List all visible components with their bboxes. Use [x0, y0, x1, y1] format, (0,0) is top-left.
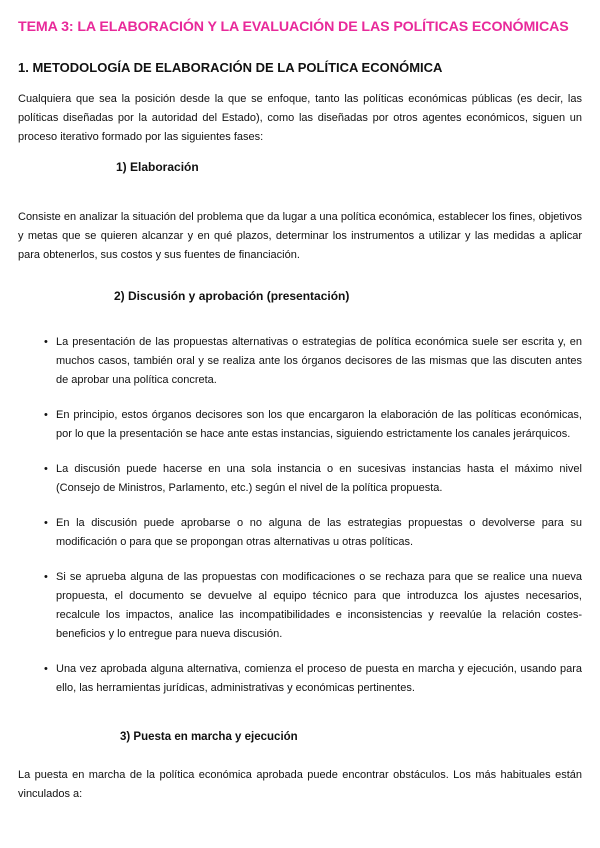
list-item: • Una vez aprobada alguna alternativa, comienza el proceso de puesta en marcha y ejecución, usando para ello, las herramientas jurídicas, administrativas y económicas pertinentes.: [44, 660, 582, 698]
list-item: • En principio, estos órganos decisores son los que encargaron la elaboración de las políticas económicas, por lo que la presentación se hace ante estas instancias, siguiendo estrictamente los canales jerárquicos.: [44, 406, 582, 444]
section-heading: 1. METODOLOGÍA DE ELABORACIÓN DE LA POLÍTICA ECONÓMICA: [18, 60, 443, 75]
phase3-paragraph: La puesta en marcha de la política económica aprobada puede encontrar obstáculos. Los más habituales están vinculados a:: [18, 769, 582, 800]
list-item: • La presentación de las propuestas alternativas o estrategias de política económica suele ser escrita y, en muchos casos, también oral y se realiza ante los órganos decisores de las mismas que las discuten antes de aprobar una política concreta.: [44, 333, 582, 390]
phase2-heading: 2) Discusión y aprobación (presentación): [114, 289, 350, 303]
phase3-heading: 3) Puesta en marcha y ejecución: [120, 731, 298, 743]
list-item: • Si se aprueba alguna de las propuestas con modificaciones o se rechaza para que se realice una nueva propuesta, el documento se devuelve al equipo técnico para que introduzca los ajustes necesarios, recalcule los impactos, analice las incompatibilidades e inconsistencias y reevalúe la relación costes-beneficios y lo entregue para nueva discusión.: [44, 568, 582, 644]
list-item: • En la discusión puede aprobarse o no alguna de las estrategias propuestas o devolverse para su modificación o para que se propongan otras alternativas u otras políticas.: [44, 514, 582, 552]
list-item: • La discusión puede hacerse en una sola instancia o en sucesivas instancias hasta el máximo nivel (Consejo de Ministros, Parlamento, etc.) según el nivel de la política propuesta.: [44, 460, 582, 498]
document-title: TEMA 3: LA ELABORACIÓN Y LA EVALUACIÓN DE LAS POLÍTICAS ECONÓMICAS: [18, 19, 569, 35]
phase1-heading: 1) Elaboración: [116, 160, 199, 174]
intro-paragraph: Cualquiera que sea la posición desde la que se enfoque, tanto las políticas económicas públicas (es decir, las políticas diseñadas por la autoridad del Estado), como las diseñadas por otros agentes económicos, siguen un proceso iterativo formado por las siguientes fases:: [18, 93, 582, 143]
phase1-paragraph: Consiste en analizar la situación del problema que da lugar a una política económica, establecer los fines, objetivos y metas que se quieren alcanzar y en qué plazos, determinar los instrumentos a utilizar y las medidas a aplicar para obtenerlos, sus costos y sus fuentes de financiación.: [18, 211, 582, 261]
phase2-bullet-list: [44, 333, 582, 698]
